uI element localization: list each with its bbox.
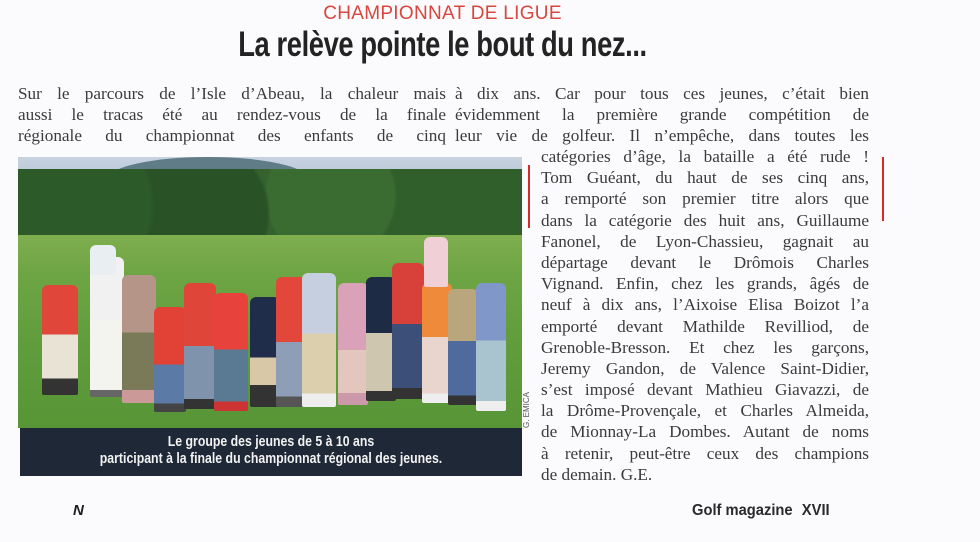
text-line: départage devant le Drômois Charles — [541, 252, 869, 272]
child-figure — [122, 275, 156, 403]
red-accent-bar-right — [882, 157, 884, 221]
caption-line-1: Le groupe des jeunes de 5 à 10 ans — [167, 433, 375, 450]
text-line: Vignand. Enfin, chez les grands, âgés de — [541, 274, 869, 294]
group-photo — [18, 157, 522, 428]
page-number: XVII — [801, 502, 830, 519]
article-headline: La relève pointe le bout du nez... — [238, 25, 647, 64]
text-line: de Mionnay-La Dombes. Autant de noms — [541, 422, 869, 442]
body-column-3 — [541, 146, 869, 485]
child-figure — [392, 263, 424, 399]
child-figure — [424, 237, 448, 287]
red-accent-bar-left — [528, 165, 530, 228]
caption-line-2: participant à la finale du championnat régional des jeunes. — [99, 450, 443, 467]
text-line: aussi le tracas été au rendez-vous de la finale — [18, 105, 446, 125]
text-line: s’est imposé devant Mathieu Giavazzi, de — [541, 380, 869, 400]
magazine-name: Golf magazine — [692, 502, 793, 519]
text-line: a remporté son premier titre alors que — [541, 189, 869, 209]
body-column-2 — [455, 83, 869, 147]
child-figure — [214, 293, 248, 411]
text-line: évidemment la première grande compétition de — [455, 105, 869, 125]
text-line: à retenir, peut-être ceux des champions — [541, 443, 869, 463]
text-line: Tom Guéant, du haut de ses cinq ans, — [541, 168, 869, 188]
child-figure — [42, 285, 78, 395]
article-kicker: CHAMPIONNAT DE LIGUE — [323, 3, 562, 24]
text-line: la Drôme-Provençale, et Charles Almeida, — [541, 401, 869, 421]
photo-credit: G. EMICA — [522, 391, 531, 428]
text-line: leur vie de golfeur. Il n’empêche, dans toutes les — [455, 126, 869, 146]
child-figure — [90, 257, 124, 397]
child-figure — [448, 289, 478, 405]
text-line: de demain. G.E. — [541, 464, 653, 484]
child-figure — [338, 283, 368, 405]
text-line: dans la catégorie des huit ans, Guillaume — [541, 210, 869, 230]
child-figure — [90, 245, 116, 275]
child-figure — [302, 273, 336, 407]
child-figure — [476, 283, 506, 411]
child-figure — [184, 283, 216, 409]
footer-section-mark: N — [73, 502, 84, 519]
photo-caption — [20, 428, 522, 476]
text-line: emporté devant Mathilde Revilliod, de — [541, 316, 869, 336]
text-line: neuf à dix ans, l’Aixoise Elisa Boizot l’a — [541, 295, 869, 315]
text-line: régionale du championnat des enfants de cinq — [18, 126, 446, 146]
text-line: Jeremy Gandon, de Valence Saint-Didier, — [541, 358, 869, 378]
text-line: à dix ans. Car pour tous ces jeunes, c’était bien — [455, 84, 869, 103]
text-line: Fanonel, de Lyon-Chassieu, gagnait au — [541, 231, 869, 251]
text-line: Grenoble-Bresson. Et chez les garçons, — [541, 337, 869, 357]
text-line: catégories d’âge, la bataille a été rude ! — [541, 147, 869, 166]
footer-folio — [692, 502, 830, 520]
child-figure — [154, 307, 186, 412]
text-line: Sur le parcours de l’Isle d’Abeau, la chaleur mais — [18, 84, 446, 103]
body-column-1 — [18, 83, 446, 147]
